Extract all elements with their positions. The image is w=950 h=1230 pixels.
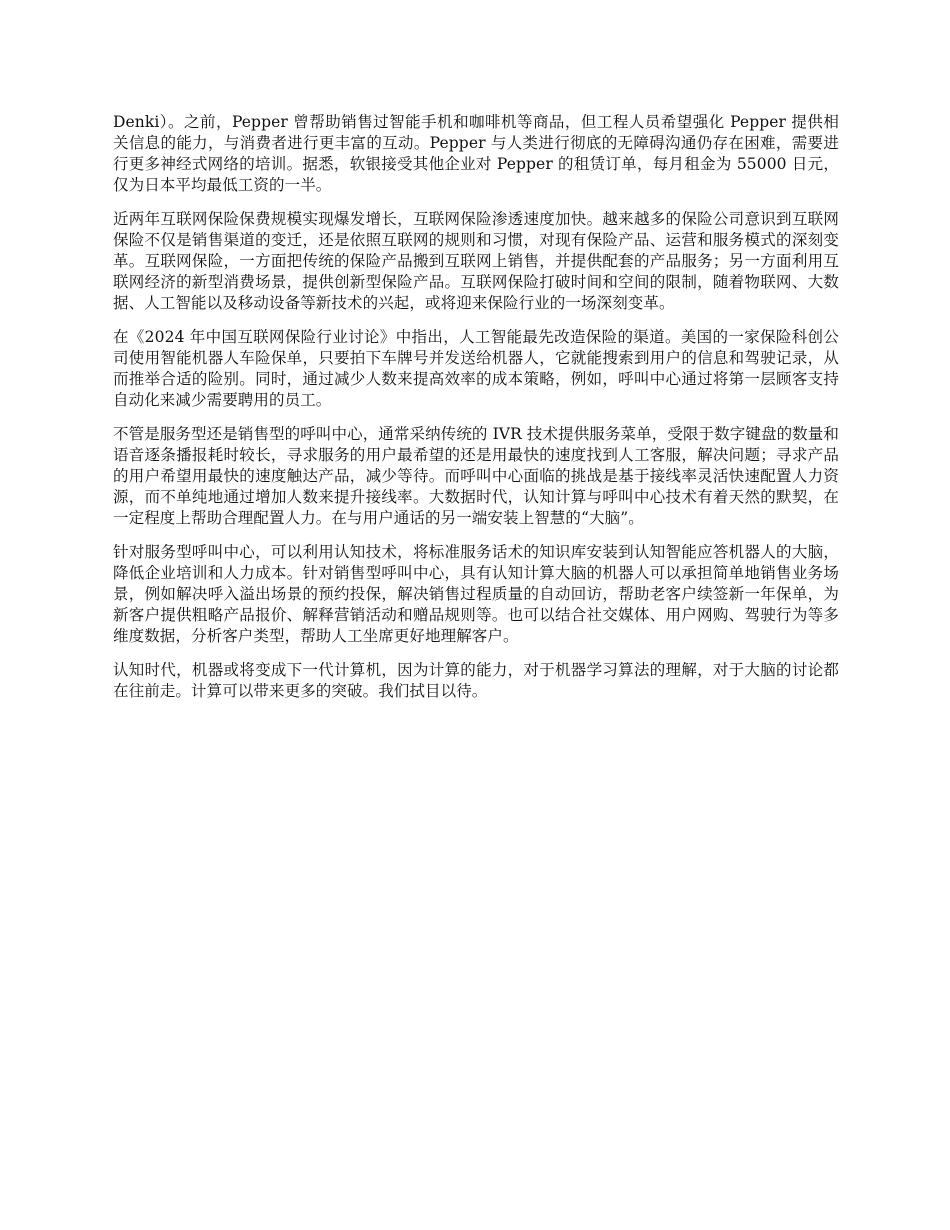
paragraph-call-center-ivr: 不管是服务型还是销售型的呼叫中心，通常采纳传统的 IVR 技术提供服务菜单，受限于数字键盘的数量和语音逐条播报耗时较长，寻求服务的用户最希望的还是用最快的速度找到人工客服，解决问题；寻求产品的用户希望用最快的速度触达产品，减少等待。而呼叫中心面临的挑战是基于接线率灵活快速配置人力资源，而不单纯地通过增加人数来提升接线率。大数据时代，认知计算与呼叫中心技术有着天然的默契，在一定程度上帮助合理配置人力。在与用户通话的另一端安装上智慧的“大脑”。	[113, 425, 839, 527]
paragraph-conclusion: 认知时代，机器或将变成下一代计算机，因为计算的能力，对于机器学习算法的理解，对于大脑的讨论都在往前走。计算可以带来更多的突破。我们拭目以待。	[113, 661, 839, 700]
paragraph-internet-insurance: 近两年互联网保险保费规模实现爆发增长，互联网保险渗透速度加快。越来越多的保险公司意识到互联网保险不仅是销售渠道的变迁，还是依照互联网的规则和习惯，对现有保险产品、运营和服务模式的深刻变革。互联网保险，一方面把传统的保险产品搬到互联网上销售，并提供配套的产品服务；另一方面利用互联网经济的新型消费场景，提供创新型保险产品。互联网保险打破时间和空间的限制，随着物联网、大数据、人工智能以及移动设备等新技术的兴起，或将迎来保险行业的一场深刻变革。	[113, 210, 839, 312]
paragraph-ai-channel: 在《2024 年中国互联网保险行业讨论》中指出，人工智能最先改造保险的渠道。美国的一家保险科创公司使用智能机器人车险保单，只要拍下车牌号并发送给机器人，它就能搜索到用户的信息和驾驶记录，从而推举合适的险别。同时，通过减少人数来提高效率的成本策略，例如，呼叫中心通过将第一层顾客支持自动化来减少需要聘用的员工。	[113, 328, 839, 409]
paragraph-cognitive-robot: 针对服务型呼叫中心，可以利用认知技术，将标准服务话术的知识库安装到认知智能应答机器人的大脑，降低企业培训和人力成本。针对销售型呼叫中心，具有认知计算大脑的机器人可以承担简单地销售业务场景，例如解决呼入溢出场景的预约投保，解决销售过程质量的自动回访，帮助老客户续签新一年保单，为新客户提供粗略产品报价、解释营销活动和赠品规则等。也可以结合社交媒体、用户网购、驾驶行为等多维度数据，分析客户类型，帮助人工坐席更好地理解客户。	[113, 543, 839, 645]
paragraph-pepper: Denki）。之前，Pepper 曾帮助销售过智能手机和咖啡机等商品，但工程人员希望强化 Pepper 提供相关信息的能力，与消费者进行更丰富的互动。Pepper 与人类进行彻底的无障碍沟通仍存在困难，需要进行更多神经式网络的培训。据悉，软银接受其他企业对 Pepper 的租赁订单，每月租金为 55000 日元，仅为日本平均最低工资的一半。	[113, 113, 839, 194]
document-page	[113, 112, 839, 715]
